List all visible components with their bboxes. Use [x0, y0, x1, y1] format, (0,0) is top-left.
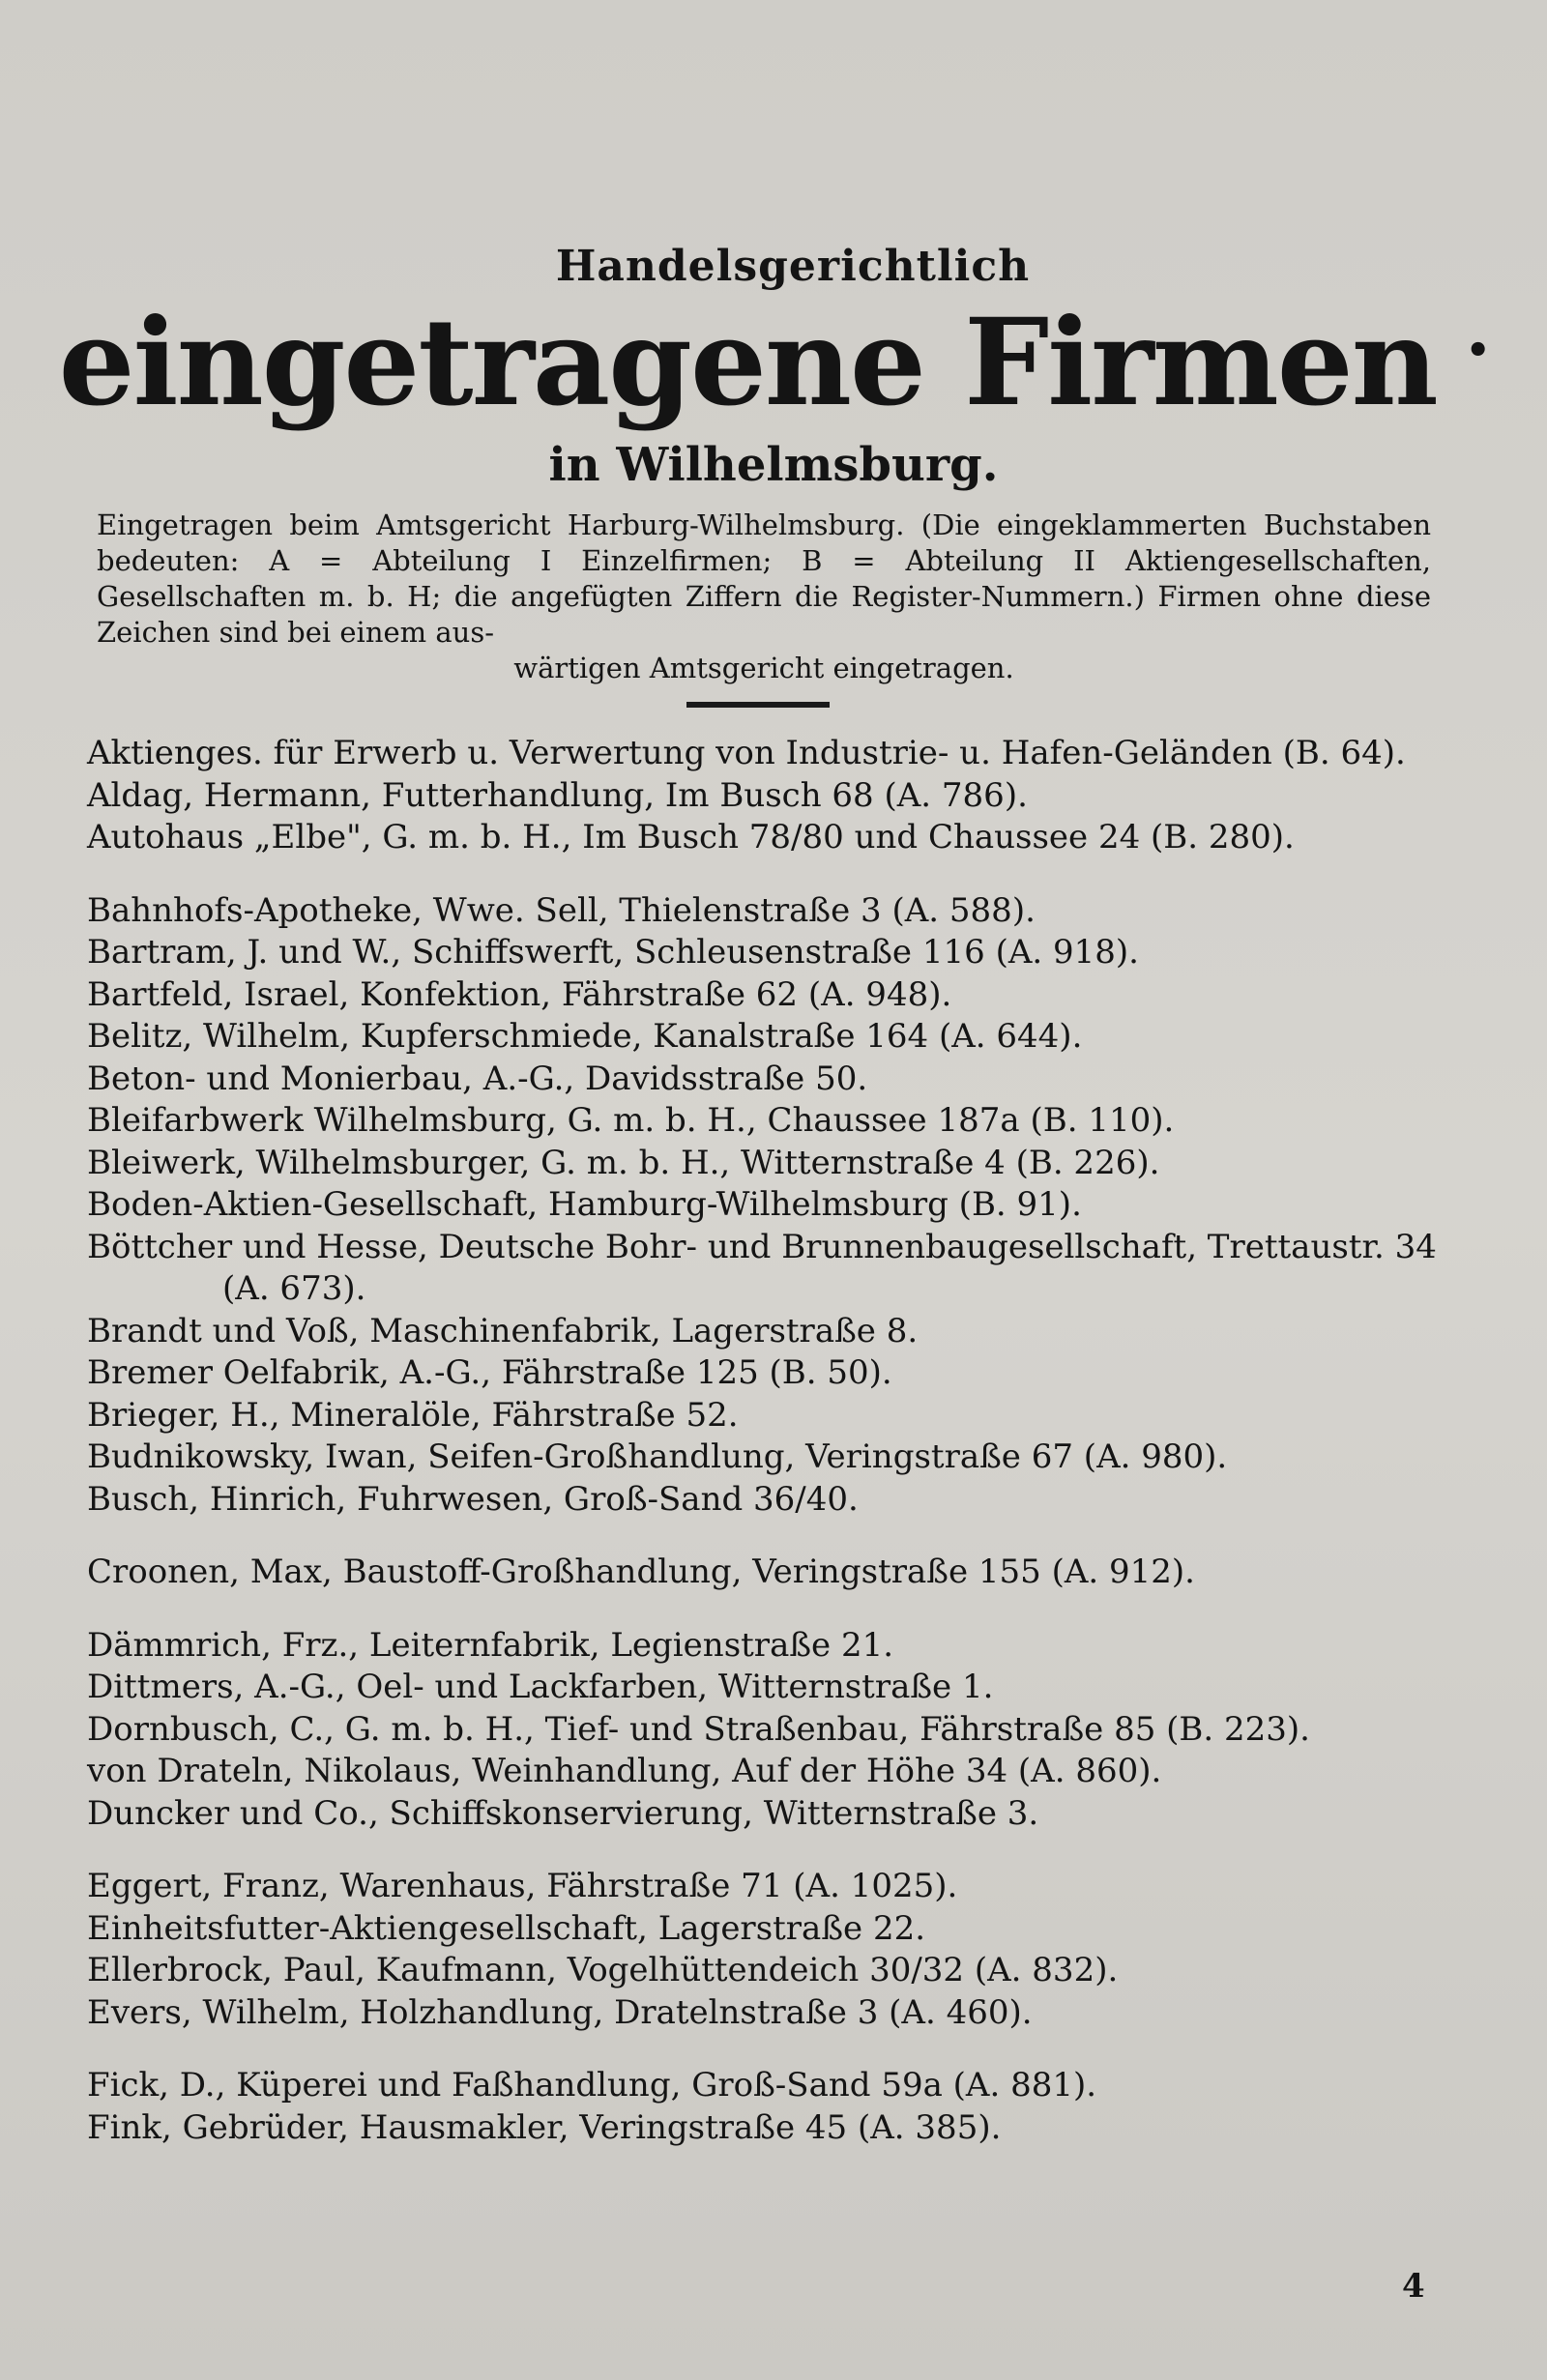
- list-item: Autohaus „Elbe", G. m. b. H., Im Busch 78/80 und Chaussee 24 (B. 280).: [87, 818, 1295, 856]
- intro-last-line: wärtigen Amtsgericht eingetragen.: [513, 652, 1014, 684]
- list-item-wrapped: [87, 1227, 1441, 1311]
- list-item: Belitz, Wilhelm, Kupferschmiede, Kanalstraße 164 (A. 644).: [87, 1017, 1083, 1056]
- list-item: Duncker und Co., Schiffskonservierung, Witternstraße 3.: [87, 1793, 1039, 1833]
- section-divider: [686, 702, 830, 708]
- list-item: Fick, D., Küperei und Faßhandlung, Groß-Sand 59a (A. 881).: [87, 2066, 1097, 2104]
- list-item: Einheitsfutter-Aktiengesellschaft, Lagerstraße 22.: [87, 1908, 926, 1948]
- list-item: Brieger, H., Mineralöle, Fährstraße 52.: [87, 1395, 739, 1435]
- list-item: Brandt und Voß, Maschinenfabrik, Lagerstraße 8.: [87, 1311, 919, 1350]
- list-item: Aldag, Hermann, Futterhandlung, Im Busch 68 (A. 786).: [87, 775, 1028, 815]
- list-item-continuation: (A. 673).: [222, 1269, 366, 1308]
- firm-listing: [87, 733, 1441, 2180]
- list-item: Eggert, Franz, Warenhaus, Fährstraße 71 (A. 1025).: [87, 1867, 958, 1905]
- list-item-text: Böttcher und Hesse, Deutsche Bohr- und Brunnenbaugesellschaft, Trettaustr. 34: [87, 1227, 1437, 1266]
- group-e: [87, 1866, 1441, 2034]
- intro-paragraph: [97, 508, 1431, 686]
- list-item: Croonen, Max, Baustoff-Großhandlung, Veringstraße 155 (A. 912).: [87, 1553, 1195, 1591]
- list-item: Dittmers, A.-G., Oel- und Lackfarben, Witternstraße 1.: [87, 1668, 994, 1706]
- list-item: Boden-Aktien-Gesellschaft, Hamburg-Wilhelmsburg (B. 91).: [87, 1185, 1082, 1224]
- list-item: von Drateln, Nikolaus, Weinhandlung, Auf der Höhe 34 (A. 860).: [87, 1752, 1162, 1790]
- list-item: Dornbusch, C., G. m. b. H., Tief- und Straßenbau, Fährstraße 85 (B. 223).: [87, 1709, 1310, 1749]
- page-title: [0, 293, 1547, 433]
- group-a: [87, 733, 1441, 859]
- list-item: Bleifarbwerk Wilhelmsburg, G. m. b. H., Chaussee 187a (B. 110).: [87, 1101, 1175, 1140]
- list-item: Beton- und Monierbau, A.-G., Davidsstraße 50.: [87, 1059, 868, 1098]
- list-item: Bartram, J. und W., Schiffswerft, Schleusenstraße 116 (A. 918).: [87, 933, 1139, 972]
- page-number: 4: [1402, 2267, 1425, 2306]
- page-header: [0, 242, 1547, 492]
- list-item: Dämmrich, Frz., Leiternfabrik, Legienstraße 21.: [87, 1625, 894, 1665]
- list-item: Bartfeld, Israel, Konfektion, Fährstraße 62 (A. 948).: [87, 974, 952, 1014]
- list-item: Budnikowsky, Iwan, Seifen-Großhandlung, Veringstraße 67 (A. 980).: [87, 1437, 1228, 1476]
- list-item: Ellerbrock, Paul, Kaufmann, Vogelhüttendeich 30/32 (A. 832).: [87, 1951, 1119, 1989]
- list-item: Bleiwerk, Wilhelmsburger, G. m. b. H., Witternstraße 4 (B. 226).: [87, 1143, 1160, 1182]
- header-place: in Wilhelmsburg.: [548, 438, 999, 493]
- list-item: Bahnhofs-Apotheke, Wwe. Sell, Thielenstraße 3 (A. 588).: [87, 890, 1036, 930]
- group-b: [87, 890, 1441, 1522]
- list-item: Bremer Oelfabrik, A.-G., Fährstraße 125 (B. 50).: [87, 1353, 892, 1392]
- title-mark: •: [1465, 327, 1489, 373]
- list-item: Busch, Hinrich, Fuhrwesen, Groß-Sand 36/40.: [87, 1479, 859, 1519]
- group-c: [87, 1552, 1441, 1594]
- list-item: Fink, Gebrüder, Hausmakler, Veringstraße 45 (A. 385).: [87, 2107, 1002, 2147]
- group-d: [87, 1625, 1441, 1836]
- list-item: Aktienges. für Erwerb u. Verwertung von Industrie- u. Hafen-Geländen (B. 64).: [87, 734, 1406, 772]
- group-f: [87, 2065, 1441, 2149]
- title-text: eingetragene Firmen: [58, 293, 1437, 433]
- header-kicker: Handelsgerichtlich: [555, 242, 1031, 291]
- intro-main: Eingetragen beim Amtsgericht Harburg-Wilhelmsburg. (Die eingeklammerten Buchstaben bedeuten: A = Abteilung I Einzelfirmen; B = Abteilung II Aktiengesellschaften, Gesellschaften m. b. H; die angefügten Ziffern die Register-Nummern.) Firmen ohne diese Zeichen sind bei einem aus-: [97, 508, 1431, 649]
- list-item: Evers, Wilhelm, Holzhandlung, Dratelnstraße 3 (A. 460).: [87, 1992, 1033, 2032]
